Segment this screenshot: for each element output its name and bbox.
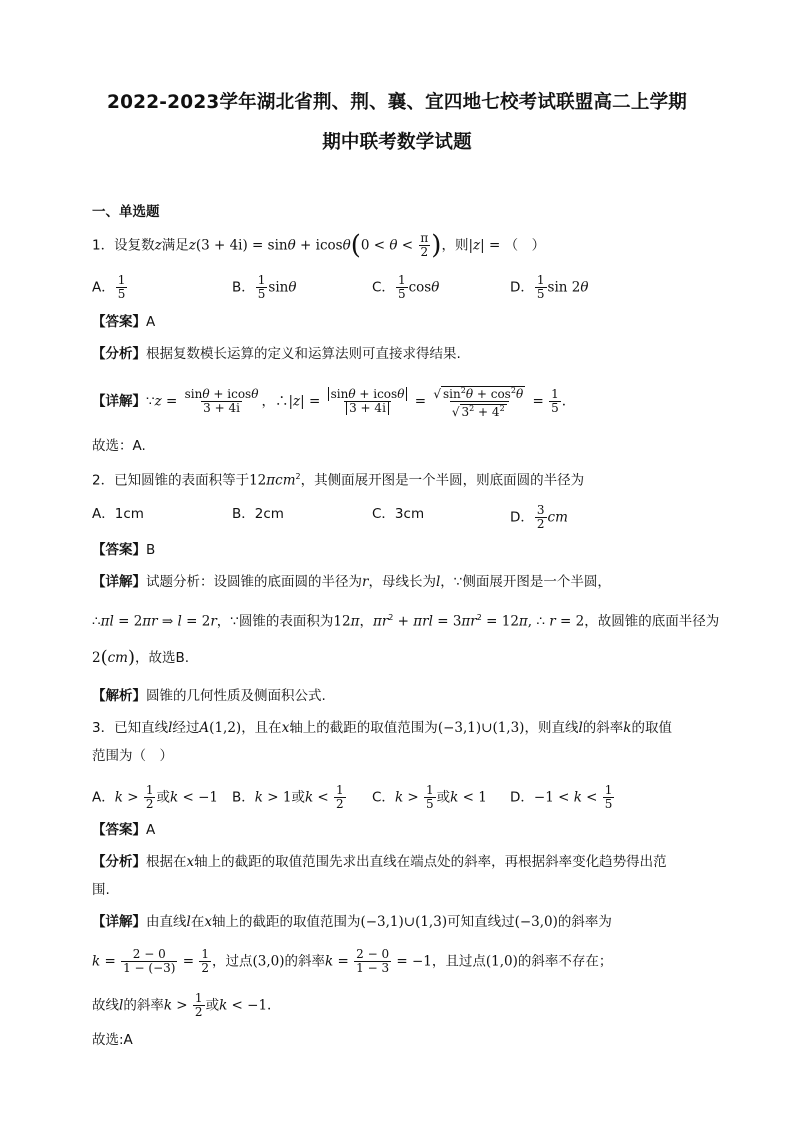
- q3-detail-3: 故线l的斜率k > $\frac{1}{2}$ 或k < −1.: [92, 991, 272, 1019]
- q1-analysis: 【分析】根据复数模长运算的定义和运算法则可直接求得结果.: [92, 346, 461, 362]
- document-title-line2: 期中联考数学试题: [322, 132, 472, 153]
- q3-conclusion: 故选:A: [92, 1032, 133, 1048]
- q3-analysis-1: 【分析】根据在x轴上的截距的取值范围先求出直线在端点处的斜率，再根据斜率变化趋势得出范: [92, 854, 667, 870]
- q1-option-d: D． $\frac{1}{5}$ sin 2θ: [510, 273, 589, 301]
- q1-option-c: C． $\frac{1}{5}$ cosθ: [372, 273, 440, 301]
- q1-stem: 1．设复数z满足z(3 + 4i) = sinθ + icosθ(0 < θ < $\frac{\pi}{2}$ )，则|z| = （ ）: [92, 230, 546, 261]
- q2-jiexi: 【解析】圆锥的几何性质及侧面积公式.: [92, 688, 326, 704]
- section-heading: 一、单选题: [92, 204, 160, 220]
- q3-answer: 【答案】A: [92, 822, 156, 838]
- q2-detail-2: ∴πl = 2πr ⇒ l = 2r，∵圆锥的表面积为12π，$\pi r^2 + \pi rl = 3\pi r^2 = 12\pi$, ∴ r = 2，故圆锥的底面半径为: [92, 613, 720, 630]
- document-title-line1: 2022-2023学年湖北省荆、荆、襄、宜四地七校考试联盟高二上学期: [107, 92, 687, 113]
- q3-option-a: A．k > $\frac{1}{2}$ 或k < −1: [92, 783, 218, 811]
- q3-analysis-2: 围.: [92, 882, 110, 898]
- q3-detail-1: 【详解】由直线l在x轴上的截距的取值范围为(−3,1)∪(1,3)可知直线过(−3,0)的斜率为: [92, 914, 612, 930]
- q3-option-c: C．k > $\frac{1}{5}$ 或k < 1: [372, 783, 487, 811]
- q2-option-a: A．1cm: [92, 506, 144, 522]
- q1-option-b: B． $\frac{1}{5}$ sinθ: [232, 273, 297, 301]
- q3-stem-1: 3．已知直线l经过A(1,2)，且在x轴上的截距的取值范围为(−3,1)∪(1,3)，则直线l的斜率k的取值: [92, 720, 672, 736]
- q1-option-a: A． $\frac{1}{5}$: [92, 273, 126, 301]
- q1-detail: 【详解】∵z = $\frac{\sin\theta + icos\theta}{3 + 4i}$ ，∴|z| = $\frac{\sin\theta + icos\theta}{3 + 4i}$ = $\frac{√ \sin^2\theta + \cos^2\theta}{√ 3^2 + 4^2}$ = $\frac{1}{5}$ .: [92, 386, 567, 419]
- q3-option-d: D．−1 < k < $\frac{1}{5}$: [510, 783, 613, 811]
- q2-option-c: C．3cm: [372, 506, 425, 522]
- q2-detail-3: 2(cm)，故选B.: [92, 647, 190, 668]
- q3-option-b: B．k > 1或k < $\frac{1}{2}$: [232, 783, 344, 811]
- q1-answer: 【答案】A: [92, 314, 156, 330]
- q2-answer: 【答案】B: [92, 542, 156, 558]
- q2-option-b: B．2cm: [232, 506, 284, 522]
- q1-conclusion: 故选：A.: [92, 438, 146, 454]
- q3-detail-2: k = $\frac{2 - 0}{1 - (-3)}$ = $\frac{1}{2}$ ，过点(3,0)的斜率k = $\frac{2 - 0}{1 - 3}$ = −1，且过点(1,0)的斜率不存在；: [92, 947, 613, 975]
- q2-detail-1: 【详解】试题分析：设圆锥的底面圆的半径为r，母线长为l，∵侧面展开图是一个半圆，: [92, 574, 611, 590]
- q2-stem: 2．已知圆锥的表面积等于12πcm$^2$，其侧面展开图是一个半圆，则底面圆的半径为: [92, 472, 585, 489]
- q2-option-d: D． $\frac{3}{2}$ cm: [510, 503, 568, 531]
- q3-stem-2: 范围为（ ）: [92, 748, 173, 764]
